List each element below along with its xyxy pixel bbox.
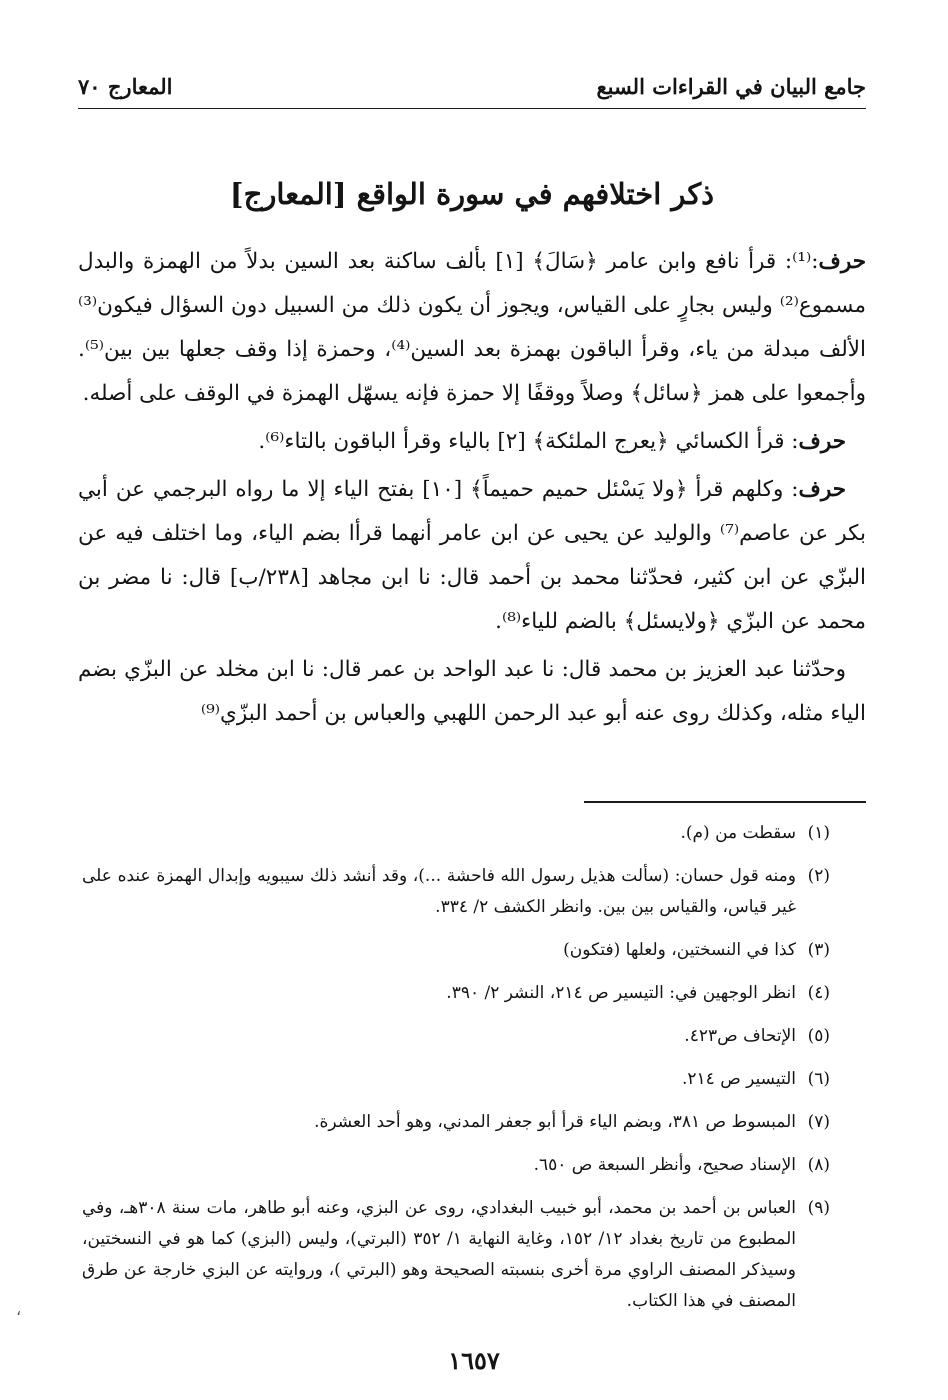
footnote	[82, 1107, 830, 1138]
harf-label: حرف	[798, 477, 846, 502]
footnote-text: كذا في النسختين، ولعلها (فتكون)	[563, 940, 796, 960]
page-number: ١٦٥٧	[448, 1346, 500, 1375]
book-title: جامع البيان في القراءات السبع	[596, 74, 866, 99]
footnote	[82, 1193, 830, 1317]
margin-mark: ،	[16, 1300, 22, 1319]
footnote	[82, 861, 830, 923]
paragraph-text: : وكلهم قرأ ﴿ولا يَسْئل حميم حميماً﴾ [١٠] بفتح الياء إلا ما رواه البرجمي عن أبي بكر عن عاصم⁽⁷⁾ والوليد عن يحيى عن ابن عامر أنهما قرأا بضم الياء، وما اختلف فيه عن البزّي عن ابن كثير، فحدّثنا محمد بن أحمد قال: نا ابن مجاهد [٢٣٨/ب] قال: نا مضر بن محمد عن البزّي ﴿ولايسئل﴾ بالضم للياء⁽⁸⁾.	[78, 477, 866, 634]
footnote-number: (٩)	[807, 1198, 830, 1218]
footnote-number: (١)	[807, 823, 830, 843]
footnote-text: المبسوط ص ٣٨١، وبضم الياء قرأ أبو جعفر المدني، وهو أحد العشرة.	[314, 1112, 796, 1132]
footnote-number: (٤)	[807, 983, 830, 1003]
paragraph-text: : قرأ الكسائي ﴿يعرج الملئكة﴾ [٢] بالياء وقرأ الباقون بالتاء⁽⁶⁾.	[258, 429, 799, 454]
footnote	[82, 978, 830, 1009]
footnote-number: (٧)	[807, 1112, 830, 1132]
footnote-text: الإتحاف ص٤٢٣.	[684, 1026, 796, 1046]
paragraph-text: وحدّثنا عبد العزيز بن محمد قال: نا عبد الواحد بن عمر قال: نا ابن مخلد عن البزّي بضم الياء مثله، وكذلك روى عنه أبو عبد الرحمن اللهبي والعباس بن أحمد البزّي⁽⁹⁾	[78, 657, 866, 726]
footnote-text: ومنه قول حسان: (سألت هذيل رسول الله فاحشة ...)، وقد أنشد ذلك سيبويه وإبدال الهمزة عنده على غير قياس، والقياس بين بين. وانظر الكشف ٢/ ٣٣٤.	[82, 866, 796, 917]
paragraph-2	[78, 420, 866, 464]
footnote-number: (٨)	[807, 1155, 830, 1175]
section-title: ذكر اختلافهم في سورة الواقع [المعارج]	[229, 177, 715, 211]
footnotes	[82, 818, 830, 1329]
footnote	[82, 1150, 830, 1181]
paragraph-text: :⁽¹⁾: قرأ نافع وابن عامر ﴿سَالَ﴾ [١] بألف ساكنة بعد السين بدلاً من الهمزة والبدل مسموع⁽²⁾ وليس بجارٍ على القياس، ويجوز أن يكون ذلك من السبيل دون السؤال فيكون⁽³⁾ الألف مبدلة من ياء، وقرأ الباقون بهمزة بعد السين⁽⁴⁾، وحمزة إذا وقف جعلها بين بين⁽⁵⁾. وأجمعوا على همز ﴿سائل﴾ وصلاً ووقفًا إلا حمزة فإنه يسهّل الهمزة في الوقف على أصله.	[78, 249, 867, 406]
surah-page-label: المعارج ٧٠	[78, 74, 173, 99]
footnote-number: (٣)	[807, 940, 830, 960]
header-divider	[78, 108, 866, 109]
main-text	[78, 240, 866, 740]
footnote-number: (٥)	[807, 1026, 830, 1046]
footnote-text: الإسناد صحيح، وأنظر السبعة ص ٦٥٠.	[533, 1155, 796, 1175]
footnote-text: التيسير ص ٢١٤.	[681, 1069, 796, 1089]
paragraph-4	[78, 648, 866, 736]
footnote-text: العباس بن أحمد بن محمد، أبو خبيب البغدادي، روى عن البزي، وعنه أبو طاهر، مات سنة ٣٠٨هـ، وفي المطبوع من تاريخ بغداد ١٢/ ١٥٢، وغاية النهاية ١/ ٣٥٢ (البرتي)، وليس (البزي) كما هو في النسختين، وسيذكر المصنف الراوي مرة أخرى بنسبته الصحيحة وهو (البرتي )، وروايته عن البزي خارجة عن طرق المصنف في هذا الكتاب.	[82, 1198, 796, 1311]
footnote	[82, 935, 830, 966]
harf-label: حرف	[818, 249, 866, 274]
footnote	[82, 818, 830, 849]
footnote-number: (٢)	[807, 866, 830, 886]
footnote	[82, 1021, 830, 1052]
paragraph-3	[78, 468, 866, 644]
paragraph-1	[78, 240, 866, 416]
footnote-number: (٦)	[807, 1069, 830, 1089]
footnote	[82, 1064, 830, 1095]
footnote-text: سقطت من (م).	[680, 823, 796, 843]
running-header	[78, 74, 866, 106]
harf-label: حرف	[798, 429, 846, 454]
footnote-divider	[584, 801, 866, 803]
footnote-text: انظر الوجهين في: التيسير ص ٢١٤، النشر ٢/ ٣٩٠.	[446, 983, 796, 1003]
